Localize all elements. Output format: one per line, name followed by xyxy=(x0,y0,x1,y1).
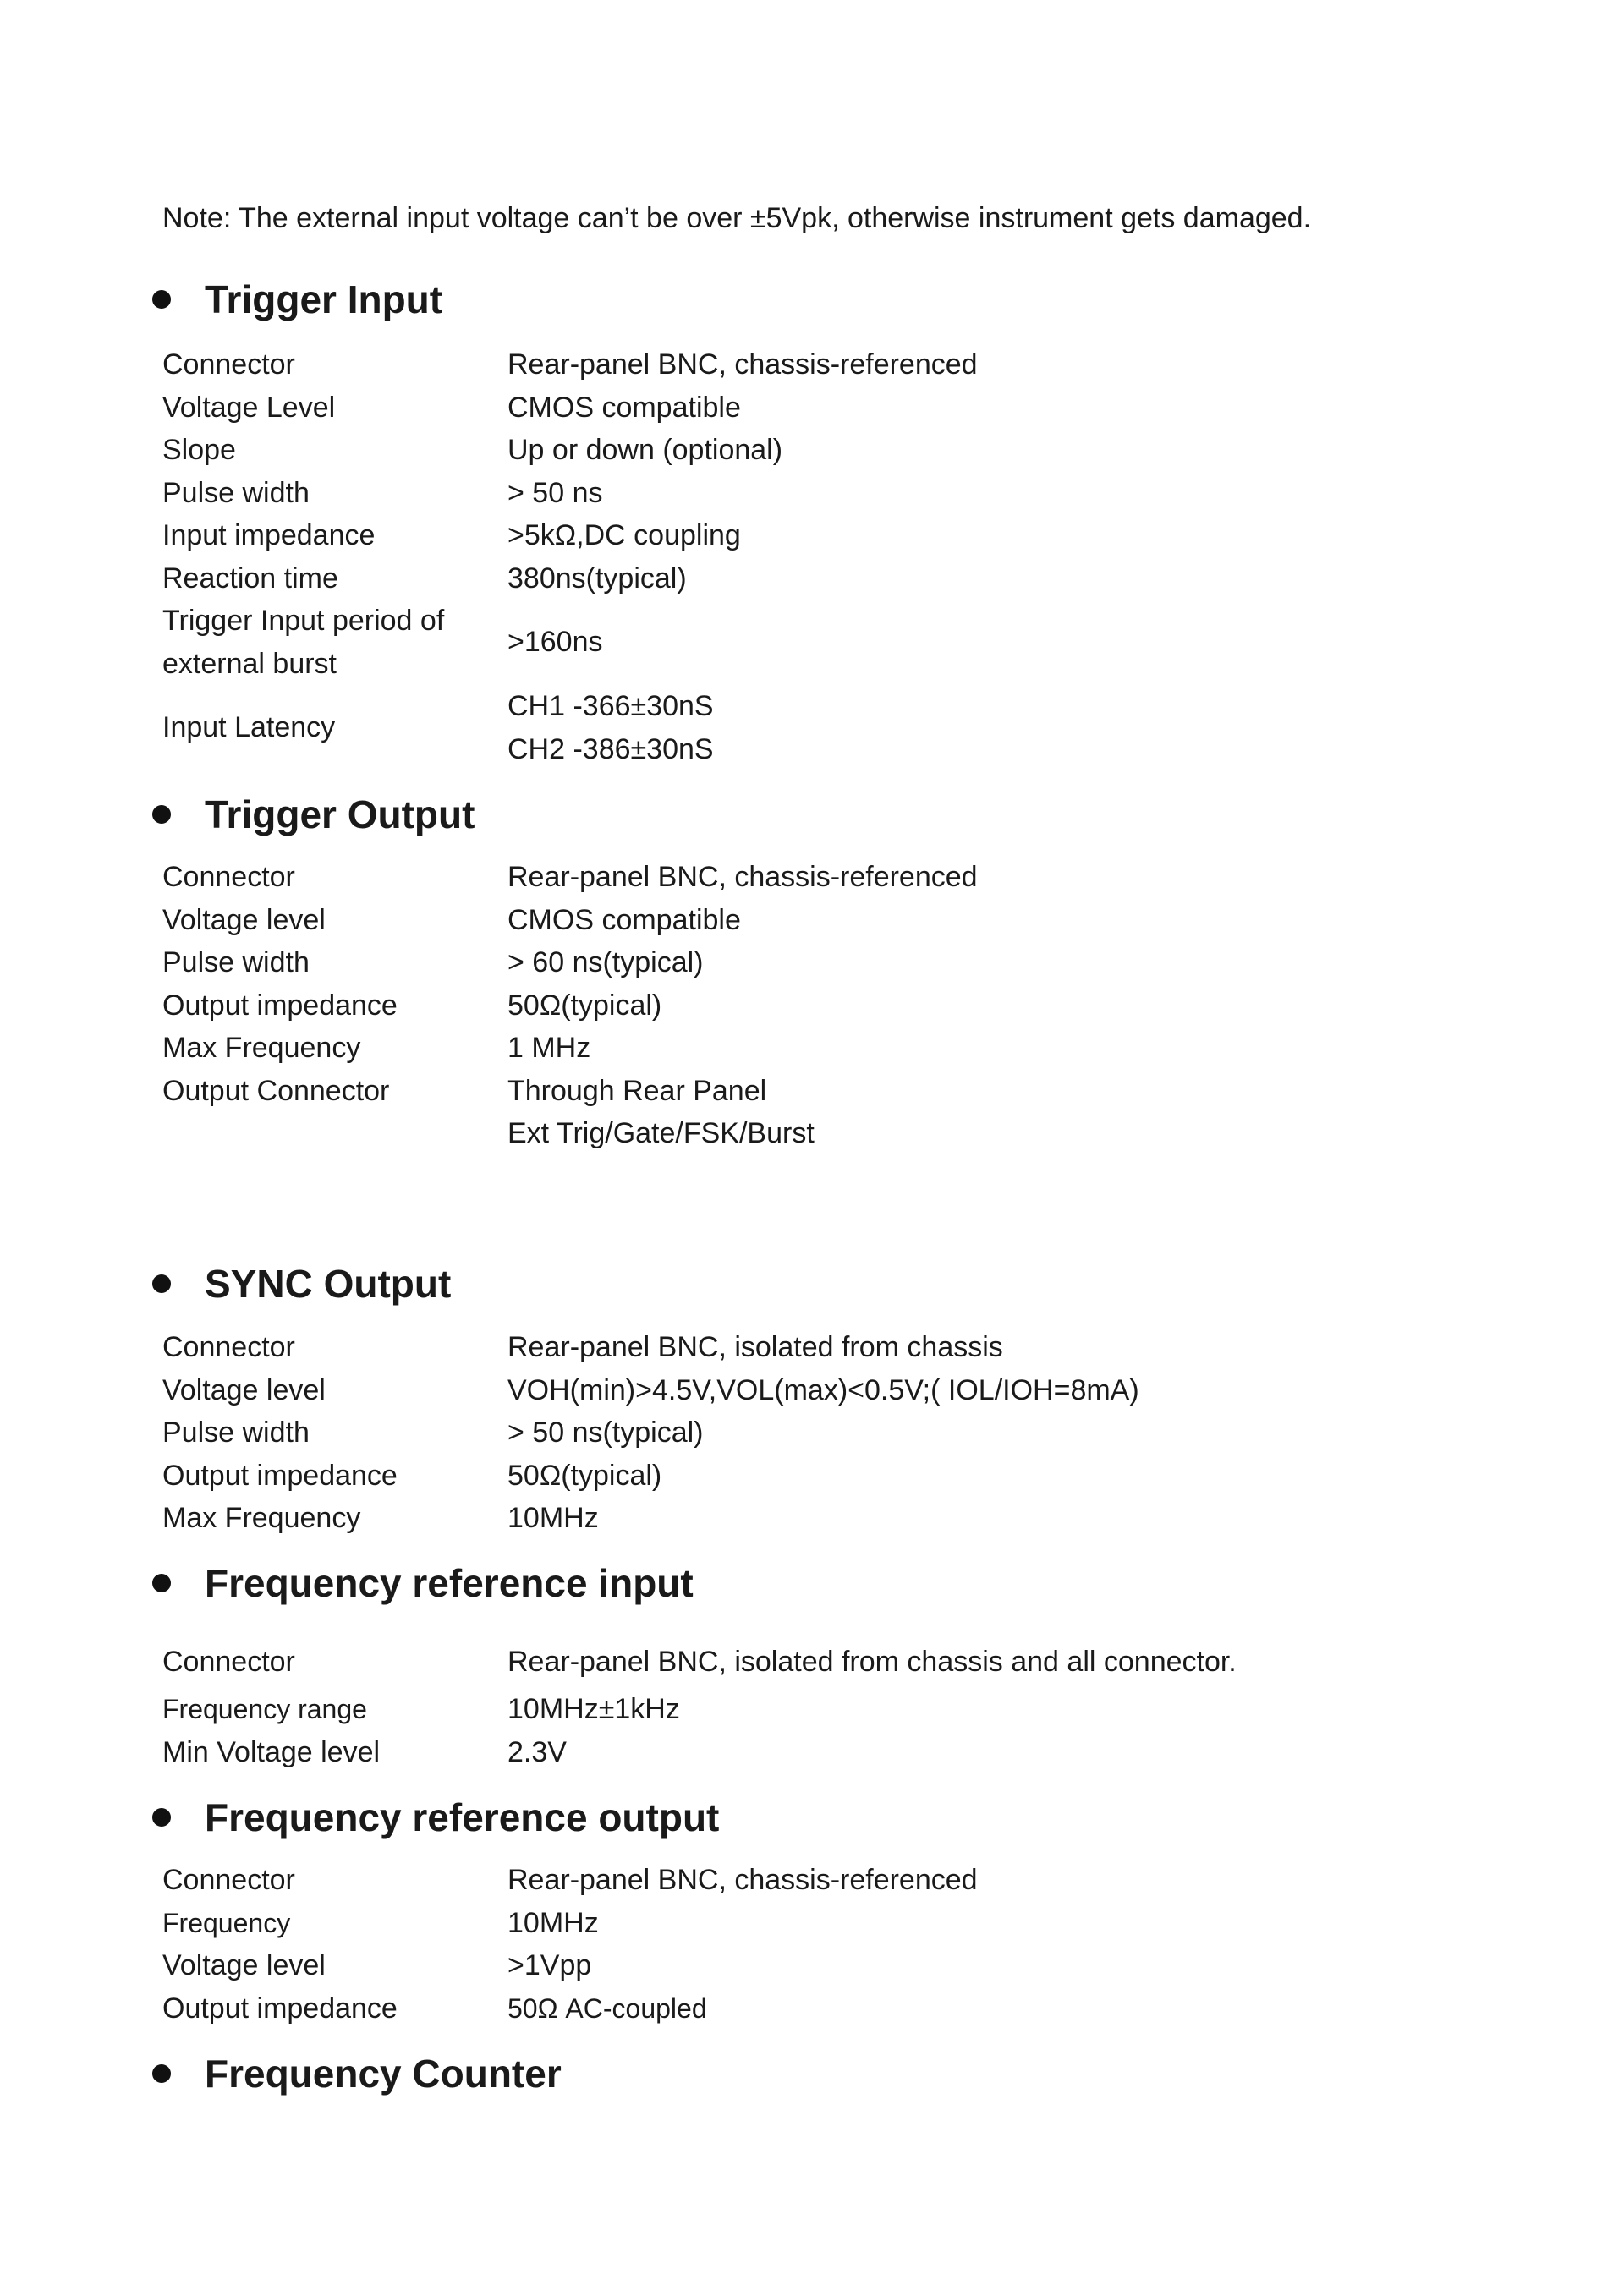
table-row: Pulse width > 50 ns xyxy=(162,476,603,509)
section-heading-frequency-counter: Frequency Counter xyxy=(152,2050,562,2097)
table-row: Ext Trig/Gate/FSK/Burst xyxy=(508,1117,815,1149)
bullet-icon xyxy=(152,1274,171,1293)
bullet-icon xyxy=(152,1574,171,1592)
table-row: Max Frequency 1 MHz xyxy=(162,1032,591,1064)
bullet-icon xyxy=(152,1808,171,1827)
table-row: Min Voltage level 2.3V xyxy=(162,1735,567,1768)
table-row: Voltage level CMOS compatible xyxy=(162,903,741,936)
section-heading-sync-output: SYNC Output xyxy=(152,1260,451,1307)
table-row: Voltage Level CMOS compatible xyxy=(162,391,741,424)
frequency-reference-output-table xyxy=(162,1859,1516,2030)
bullet-icon xyxy=(152,2064,171,2083)
table-row: Output impedance 50Ω AC-coupled xyxy=(162,1992,707,2025)
section-heading-trigger-output: Trigger Output xyxy=(152,791,475,838)
table-row: Max Frequency 10MHz xyxy=(162,1502,599,1534)
table-row: Trigger Input period of external burst >160ns xyxy=(162,605,603,680)
bullet-icon xyxy=(152,290,171,309)
sync-output-table xyxy=(162,1326,1516,1540)
table-row: Connector Rear-panel BNC, chassis-referenced xyxy=(162,348,978,381)
table-row: Slope Up or down (optional) xyxy=(162,434,783,466)
table-row: Connector Rear-panel BNC, isolated from chassis xyxy=(162,1331,1003,1363)
table-row: Output impedance 50Ω(typical) xyxy=(162,989,662,1022)
table-row: Voltage level >1Vpp xyxy=(162,1949,592,1981)
section-heading-trigger-input: Trigger Input xyxy=(152,276,442,323)
trigger-input-table xyxy=(162,343,1516,770)
table-row: Connector Rear-panel BNC, chassis-referenced xyxy=(162,861,978,893)
table-row: Connector Rear-panel BNC, chassis-referenced xyxy=(162,1864,978,1896)
table-row: Pulse width > 60 ns(typical) xyxy=(162,946,704,978)
table-row: Output Connector Through Rear Panel xyxy=(162,1074,767,1107)
table-row: Frequency range 10MHz±1kHz xyxy=(162,1693,680,1725)
table-row: Pulse width > 50 ns(typical) xyxy=(162,1417,704,1449)
voltage-note: Note: The external input voltage can’t be over ±5Vpk, otherwise instrument gets damaged. xyxy=(162,202,1312,234)
table-row: Input Latency CH1 -366±30nS CH2 -386±30nS xyxy=(162,690,714,765)
frequency-reference-input-table xyxy=(162,1636,1516,1773)
section-heading-frequency-reference-input: Frequency reference input xyxy=(152,1559,694,1607)
table-row: Reaction time 380ns(typical) xyxy=(162,562,687,595)
table-row: Frequency 10MHz xyxy=(162,1906,599,1939)
table-row: Connector Rear-panel BNC, isolated from chassis and all connector. xyxy=(162,1645,1237,1678)
bullet-icon xyxy=(152,805,171,824)
section-heading-frequency-reference-output: Frequency reference output xyxy=(152,1794,719,1841)
table-row: Voltage level VOH(min)>4.5V,VOL(max)<0.5V;( IOL/IOH=8mA) xyxy=(162,1373,1139,1406)
trigger-output-table xyxy=(162,856,1516,1155)
table-row: Input impedance >5kΩ,DC coupling xyxy=(162,519,741,551)
table-row: Output impedance 50Ω(typical) xyxy=(162,1459,662,1492)
